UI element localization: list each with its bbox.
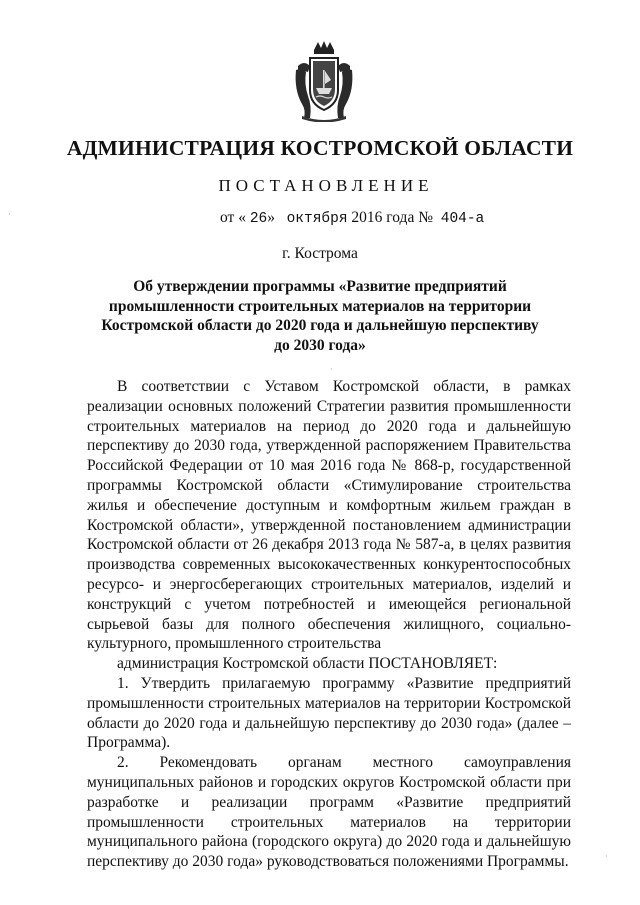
scan-mark: · bbox=[8, 210, 11, 219]
date-sep: » bbox=[267, 209, 275, 226]
document-type: ПОСТАНОВЛЕНИЕ bbox=[218, 176, 434, 195]
scan-mark: · bbox=[605, 852, 608, 861]
paragraph-item-1: 1. Утвердить прилагаемую программу «Развитие предприятий промышленности строительных материалов на территории Костромской области до 2020 года и дальнейшую перспективу до 2030 года» (далее – Программа). bbox=[87, 674, 571, 752]
subject-title: Об утверждении программы «Развитие предприятий промышленности строительных материалов на территории Костромской области до 2020 года и дальнейшую перспективу до 2030 года» bbox=[101, 278, 539, 354]
scan-mark: · bbox=[330, 365, 333, 374]
paragraph-item-2: 2. Рекомендовать органам местного самоуправления муниципальных районов и городских округов Костромской области при разработке и реализации программ «Развитие предприятий промышленности строительных материалов на территории муниципального района (городского округа) до 2020 года и дальнейшую перспективу до 2030 года» руководствоваться положениями Программы. bbox=[87, 754, 571, 871]
document-number: 404-а bbox=[440, 211, 485, 227]
document-body bbox=[87, 377, 571, 872]
paragraph-resolves: администрация Костромской области ПОСТАНОВЛЯЕТ: bbox=[117, 655, 498, 673]
date-year: 2016 года № bbox=[351, 209, 433, 226]
coat-of-arms-icon bbox=[292, 40, 356, 122]
agency-title: АДМИНИСТРАЦИЯ КОСТРОМСКОЙ ОБЛАСТИ bbox=[66, 136, 574, 160]
date-number-line bbox=[220, 209, 484, 227]
date-prefix: от « bbox=[220, 209, 246, 226]
date-day: 26 bbox=[249, 211, 268, 227]
paragraph-preamble: В соответствии с Уставом Костромской области, в рамках реализации основных положений Стратегии развития промышленности строительных материалов на период до 2020 года и дальнейшую перспективу до 2030 года, утвержденной распоряжением Правительства Российской Федерации от 10 мая 2016 года № 868-р, государственной программы Костромской области «Стимулирование строительства жилья и обеспечение доступным и комфортным жильем граждан в Костромской области», утвержденной постановлением администрации Костромской области от 26 декабря 2013 года № 587-а, в целях развития производства современных высококачественных конкурентоспособных ресурсо- и энергосберегающих строительных материалов, изделий и конструкций с учетом потребностей и имеющейся региональной сырьевой базы для полного обеспечения жилищного, социально-культурного, промышленного строительства bbox=[87, 378, 571, 653]
date-month: октября bbox=[286, 211, 348, 227]
city: г. Кострома bbox=[282, 245, 358, 262]
